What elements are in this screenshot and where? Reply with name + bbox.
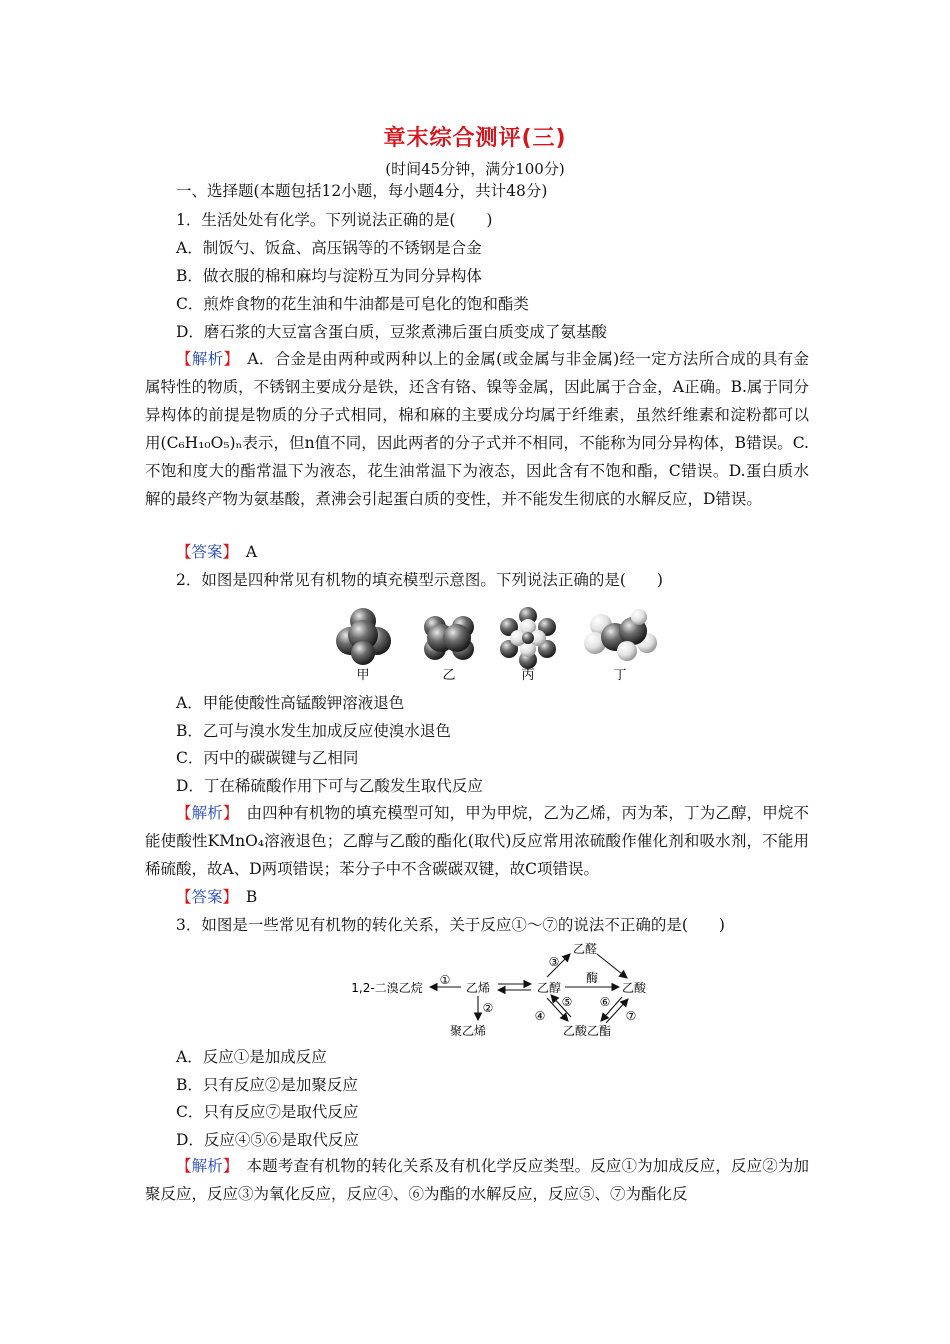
q1-option-b: B．做衣服的棉和麻均与淀粉互为同分异构体	[176, 267, 482, 285]
q2-option-a: A．甲能使酸性高锰酸钾溶液退色	[176, 694, 405, 712]
q3-option-d: D．反应④⑤⑥是取代反应	[176, 1131, 359, 1149]
ethylene-model	[424, 616, 474, 660]
analysis-tag: 【解析】	[176, 1157, 231, 1175]
ethanol-model	[584, 609, 657, 661]
q2-option-b: B．乙可与溴水发生加成反应使溴水退色	[176, 722, 451, 740]
label-r3: ③	[548, 955, 560, 969]
node-acetic-acid: 乙酸	[621, 981, 647, 995]
label-r4: ④	[534, 1009, 546, 1023]
label-r5: ⑤	[561, 995, 573, 1009]
node-ethylene: 乙烯	[465, 981, 491, 995]
methane-model	[336, 608, 391, 665]
space-filling-models-figure	[325, 603, 665, 685]
answer-tag: 【答案】	[176, 888, 231, 906]
q3-option-c: C．只有反应⑦是取代反应	[176, 1103, 359, 1121]
benzene-model	[500, 607, 556, 669]
q2-answer: 【答案】 B	[176, 888, 258, 906]
node-dibromoethane: 1,2-二溴乙烷	[351, 981, 423, 995]
node-polyethylene: 聚乙烯	[449, 1024, 487, 1038]
q1-option-c: C．煎炸食物的花生油和牛油都是可皂化的饱和酯类	[176, 295, 529, 313]
q3-analysis: 【解析】 本题考查有机物的转化关系及有机化学反应类型。反应①为加成反应，反应②为加聚反应，反应③为氧化反应，反应④、⑥为酯的水解反应，反应⑤、⑦为酯化反	[145, 1157, 809, 1203]
q1-stem: 1．生活处处有化学。下列说法正确的是( )	[176, 211, 493, 229]
node-ethyl-acetate: 乙酸乙酯	[562, 1024, 612, 1038]
analysis-tag: 【解析】	[176, 804, 231, 822]
q1-option-a: A．制饭勺、饭盒、高压锅等的不锈钢是合金	[176, 239, 482, 257]
page-title: 章末综合测评(三)	[383, 126, 567, 151]
label-r2: ②	[482, 1001, 494, 1015]
q1-option-d: D．磨石浆的大豆富含蛋白质，豆浆煮沸后蛋白质变成了氨基酸	[176, 323, 607, 341]
q2-option-c: C．丙中的碳碳键与乙相同	[176, 749, 359, 767]
q3-option-a: A．反应①是加成反应	[176, 1048, 327, 1066]
q2-option-d: D．丁在稀硫酸作用下可与乙酸发生取代反应	[176, 777, 483, 795]
q2-analysis: 【解析】 由四种有机物的填充模型可知，甲为甲烷，乙为乙烯，丙为苯，丁为乙醇，甲烷不能使酸性KMnO₄溶液退色；乙醇与乙酸的酯化(取代)反应常用浓硫酸作催化剂和吸水剂，不能用稀硫酸，故A、D两项错误；苯分子中不含碳碳双键，故C项错误。	[145, 804, 809, 878]
node-acetaldehyde: 乙醛	[572, 942, 598, 956]
label-r6: ⑥	[599, 995, 611, 1009]
figure-label-jia: 甲	[356, 668, 370, 683]
q1-analysis: 【解析】 A．合金是由两种或两种以上的金属(或金属与非金属)经一定方法所合成的具有金属特性的物质，不锈钢主要成分是铁，还含有铬、镍等金属，因此属于合金，A正确。B.属于同分异构体的前提是物质的分子式相同，棉和麻的主要成分均属于纤维素，虽然纤维素和淀粉都可以用(C₆H₁₀O₅)ₙ表示，但n值不同，因此两者的分子式并不相同，不能称为同分异构体，B错误。C.不饱和度大的酯常温下为液态，花生油常温下为液态，因此含有不饱和酯，C错误。D.蛋白质水解的最终产物为氨基酸，煮沸会引起蛋白质的变性，并不能发生彻底的水解反应，D错误。	[145, 350, 809, 508]
q3-option-b: B．只有反应②是加聚反应	[176, 1076, 358, 1094]
answer-tag: 【答案】	[176, 543, 231, 561]
label-enzyme: 酶	[585, 971, 599, 985]
page-subtitle: (时间45分钟，满分100分)	[385, 160, 565, 178]
section-heading: 一、选择题(本题包括12小题，每小题4分，共计48分)	[176, 182, 548, 200]
figure-label-bing: 丙	[521, 668, 535, 683]
label-r7: ⑦	[625, 1009, 637, 1023]
q2-stem: 2．如图是四种常见有机物的填充模型示意图。下列说法正确的是( )	[176, 571, 663, 589]
figure-label-ding: 丁	[613, 668, 627, 683]
conversion-diagram	[335, 938, 665, 1038]
node-ethanol: 乙醇	[536, 981, 562, 995]
figure-label-yi: 乙	[442, 668, 456, 683]
q3-stem: 3．如图是一些常见有机物的转化关系，关于反应①～⑦的说法不正确的是( )	[176, 916, 725, 934]
q1-answer: 【答案】 A	[176, 543, 258, 561]
analysis-tag: 【解析】	[176, 350, 232, 368]
label-r1: ①	[439, 973, 451, 987]
